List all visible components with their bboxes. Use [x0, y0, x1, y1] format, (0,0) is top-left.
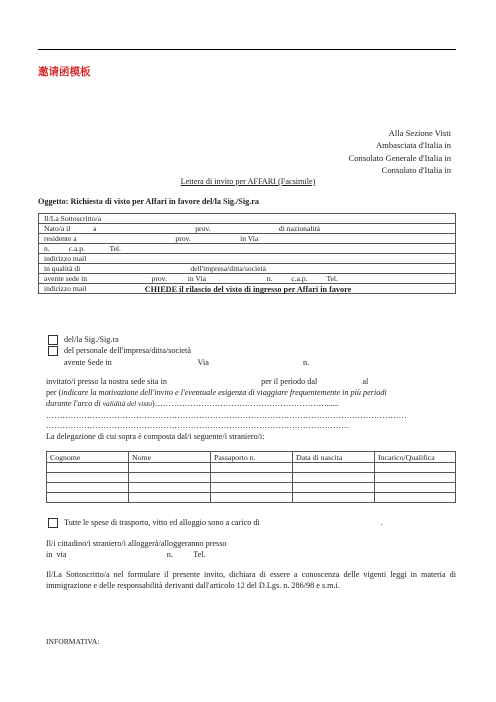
declaration-paragraph: Il/La Sottoscritto/a nel formulare il presente invito, dichiara di essere a conoscenza delle vigenti leggi in materia di immigrazione e delle responsabilità derivanti dall'articolo 12 del D.Lgs. n. 286/98 e s.m.i. [46, 570, 456, 590]
table-cell[interactable] [375, 473, 456, 483]
form-row: indirizzo mail [39, 284, 456, 294]
option-person-label: del/la Sig./Sig.ra [64, 335, 119, 344]
table-cell[interactable] [211, 463, 293, 473]
purpose-dots: )………………………………………………………...... [151, 399, 339, 408]
recipient-address [349, 127, 452, 176]
dotted-line: ………………………………………………………………………………………………… [46, 421, 350, 430]
option-company-label: del personale dell'impresa/ditta/società [64, 346, 191, 355]
purpose-line [46, 388, 387, 397]
column-header: Passaporto n. [211, 452, 293, 463]
table-cell[interactable] [293, 473, 375, 483]
table-cell[interactable] [211, 483, 293, 493]
table-cell[interactable] [375, 483, 456, 493]
company-seat-line: avente Sede in Via n. [64, 358, 310, 367]
recipient-line: Ambasciata d'Italia in [375, 140, 451, 151]
recipient-line: Consolato d'Italia in [381, 164, 451, 175]
table-cell[interactable] [47, 483, 129, 493]
checkbox-company-staff[interactable] [48, 346, 58, 356]
column-header: Data di nascita [293, 452, 375, 463]
applicant-form-table [38, 213, 456, 294]
checkbox-person[interactable] [48, 335, 58, 345]
page-heading: 邀请函模板 [38, 66, 91, 78]
recipient-line: Consolato Generale d'Italia in [348, 152, 451, 163]
purpose-instruction: indicare la motivazione dell'invito e l'eventuale esigenza di viaggiare frequentemente in più periodi [61, 388, 387, 397]
invited-line: invitato/i presso la nostra sede sita in per il periodo dal al [46, 377, 369, 386]
form-row: avente sede in prov. in Via n. c.a.p. Tel. [39, 274, 456, 284]
table-cell[interactable] [129, 463, 211, 473]
table-cell[interactable] [211, 473, 293, 483]
table-row [47, 473, 456, 483]
table-cell[interactable] [47, 463, 129, 473]
table-cell[interactable] [293, 483, 375, 493]
purpose-instruction-2: durante l'arco di [46, 399, 101, 408]
checkbox-expenses[interactable] [48, 518, 58, 528]
informativa-heading: INFORMATIVA: [46, 637, 100, 646]
table-cell[interactable] [47, 473, 129, 483]
recipient-line: Alla Sezione Visti [388, 128, 451, 138]
subject-line: Oggetto: Richiesta di visto per Affari in favore del/la Sig./Sig.ra [38, 197, 259, 206]
form-row: n. c.a.p. Tel. [39, 244, 456, 254]
table-cell[interactable] [375, 493, 456, 503]
form-row: Il/La Sottoscritto/a [39, 214, 456, 224]
table-cell[interactable] [129, 493, 211, 503]
purpose-line-2 [46, 399, 339, 408]
table-cell[interactable] [293, 463, 375, 473]
lodging-text: Il/i cittadino/i straniero/i alloggerà/alloggeranno presso [46, 539, 227, 548]
table-cell[interactable] [47, 493, 129, 503]
table-row [47, 483, 456, 493]
column-header: Cognome [47, 452, 129, 463]
purpose-prefix: per ( [46, 388, 62, 397]
form-row: indirizzo mail [39, 254, 456, 264]
lodging-address: in via n. Tel. [46, 550, 206, 559]
delegation-table [46, 451, 456, 503]
header-rule [38, 49, 456, 50]
form-row: Nato/a il a prov. di nazionalità [39, 224, 456, 234]
table-cell[interactable] [129, 473, 211, 483]
column-header: Incarico/Qualifica [375, 452, 456, 463]
form-row: in qualità di dell'impresa/ditta/società [39, 264, 456, 274]
table-cell[interactable] [375, 463, 456, 473]
purpose-instruction-3: validità del visto [102, 399, 152, 408]
request-heading: CHIEDE il rilascio del visto di ingresso per Affari in favore [144, 285, 352, 294]
table-cell[interactable] [293, 493, 375, 503]
form-row: residente a prov. in Via [39, 234, 456, 244]
column-header: Nome [129, 452, 211, 463]
table-cell[interactable] [129, 483, 211, 493]
table-row [47, 493, 456, 503]
table-cell[interactable] [211, 493, 293, 503]
dotted-line: …………………………………………………………………………………………………………………… [46, 411, 407, 420]
letter-title: Lettera di invito per AFFARI (Facsimile) [180, 177, 316, 186]
expenses-text: Tutte le spese di trasporto, vitto ed alloggio sono a carico di . [64, 518, 383, 527]
table-row [47, 463, 456, 473]
delegation-text: La delegazione di cui sopra è composta dal/i seguente/i straniero/i: [46, 432, 265, 441]
